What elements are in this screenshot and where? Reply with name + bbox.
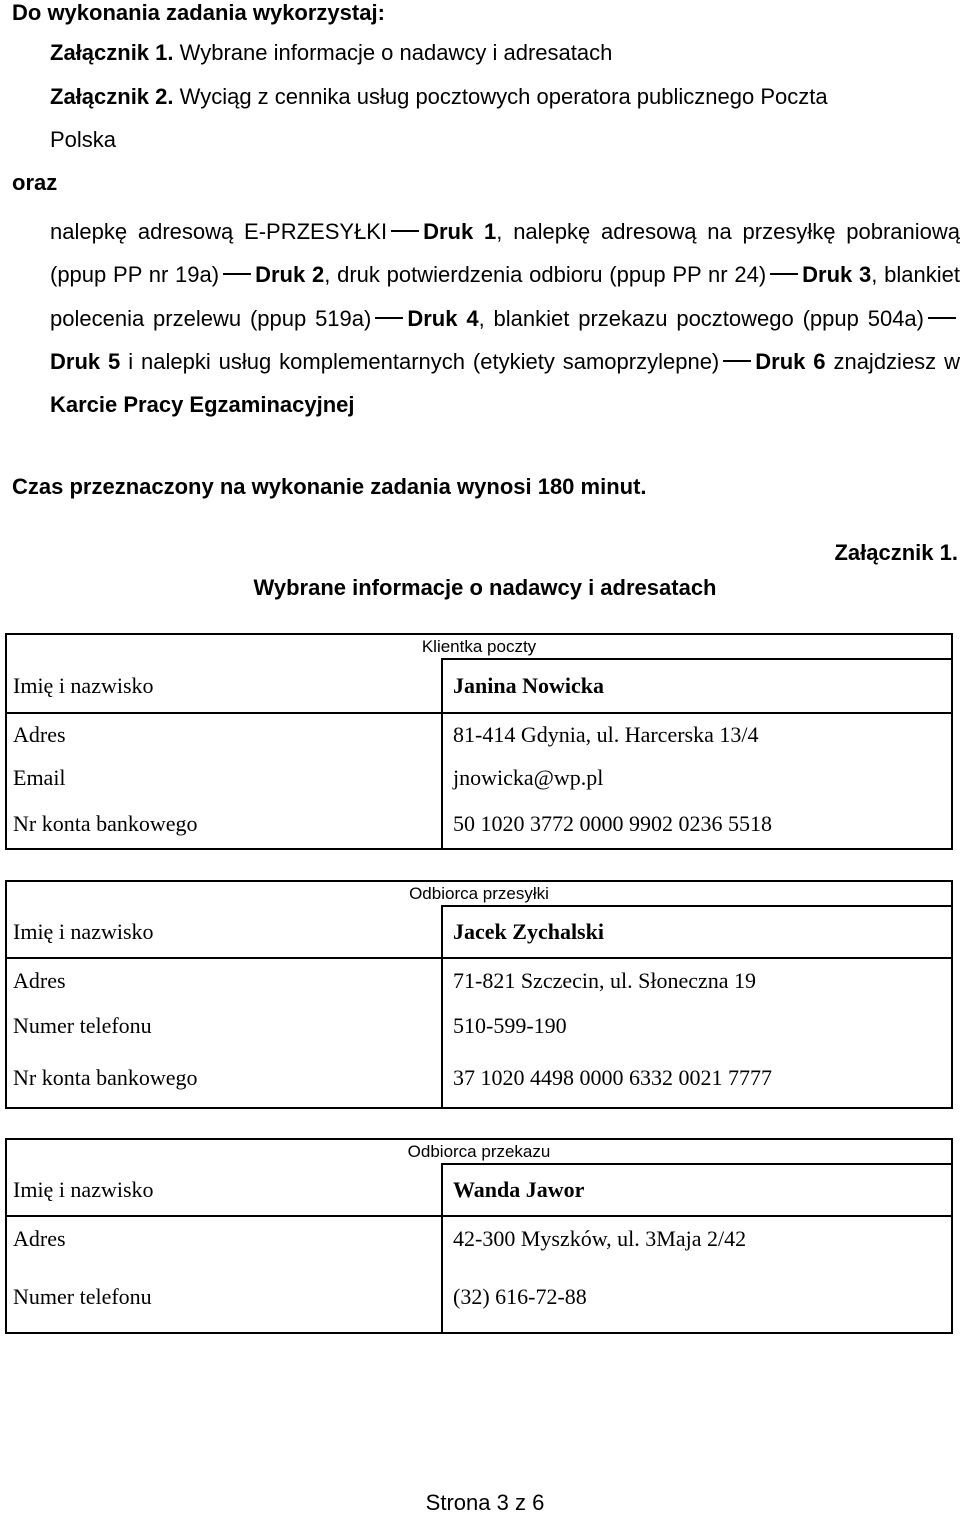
druk-4: Druk 4	[407, 305, 479, 331]
table-row	[6, 958, 952, 1003]
druk-2: Druk 2	[255, 262, 325, 288]
row-label: Numer telefonu	[6, 1261, 442, 1333]
attachment-1-title: Wybrane informacje o nadawcy i adresatach	[253, 575, 717, 600]
para-text-1: nalepkę adresową E-PRZESYŁKI	[50, 219, 388, 244]
row-label: Nr konta bankowego	[6, 1048, 442, 1108]
druk-5: Druk 5	[50, 348, 121, 374]
table-row	[6, 1216, 952, 1261]
attachment-1-marker: Załącznik 1.	[834, 540, 958, 565]
row-label: Adres	[6, 1216, 442, 1261]
dash-separator	[723, 360, 751, 362]
druk-6: Druk 6	[755, 348, 826, 374]
table-row	[6, 713, 952, 756]
row-label: Adres	[6, 958, 442, 1003]
table-row	[6, 906, 952, 958]
client-table	[5, 633, 953, 850]
table-row	[6, 1261, 952, 1333]
oraz-label: oraz	[12, 170, 58, 195]
para-text-3: , druk potwierdzenia odbioru (ppup PP nr 24)	[324, 262, 767, 288]
dash-separator	[928, 317, 956, 319]
druk-1: Druk 1	[423, 219, 497, 244]
row-label: Imię i nazwisko	[6, 659, 442, 713]
row-value: 81-414 Gdynia, ul. Harcerska 13/4	[442, 713, 952, 756]
row-label: Numer telefonu	[6, 1003, 442, 1048]
row-label: Email	[6, 756, 442, 799]
attachment-1-label: Załącznik 1.	[50, 40, 174, 65]
attachment-2-label: Załącznik 2.	[50, 84, 174, 109]
attachment-2-text: Wyciąg z cennika usług pocztowych operatora publicznego Poczta	[179, 84, 828, 109]
table-row	[6, 1003, 952, 1048]
row-value: (32) 616-72-88	[442, 1261, 952, 1333]
table-row	[6, 799, 952, 849]
page-number: Strona 3 z 6	[425, 1490, 545, 1515]
row-value: Jacek Zychalski	[442, 906, 952, 958]
attachment-1-line	[50, 40, 612, 66]
para-text-6: i nalepki usług komplementarnych (etykiety samoprzylepne)	[120, 348, 720, 374]
row-label: Adres	[6, 713, 442, 756]
attachment-1-text: Wybrane informacje o nadawcy i adresatach	[179, 40, 613, 65]
time-note: Czas przeznaczony na wykonanie zadania wynosi 180 minut.	[12, 474, 647, 499]
row-value: 42-300 Myszków, ul. 3Maja 2/42	[442, 1216, 952, 1261]
row-value: jnowicka@wp.pl	[442, 756, 952, 799]
table-row	[6, 1048, 952, 1108]
row-value: 510-599-190	[442, 1003, 952, 1048]
dash-separator	[375, 317, 403, 319]
para-text-7: znajdziesz w	[825, 348, 960, 374]
attachment-2-line	[50, 84, 828, 110]
row-label: Imię i nazwisko	[6, 1164, 442, 1216]
dash-separator	[223, 273, 251, 275]
row-label: Imię i nazwisko	[6, 906, 442, 958]
table-caption: Odbiorca przesyłki	[6, 881, 952, 906]
table-row	[6, 659, 952, 713]
row-value: 50 1020 3772 0000 9902 0236 5518	[442, 799, 952, 849]
row-value: Janina Nowicka	[442, 659, 952, 713]
druk-3: Druk 3	[802, 262, 872, 288]
transfer-recipient-table	[5, 1138, 953, 1334]
table-row	[6, 756, 952, 799]
row-value: Wanda Jawor	[442, 1164, 952, 1216]
row-label: Nr konta bankowego	[6, 799, 442, 849]
table-caption: Odbiorca przekazu	[6, 1139, 952, 1164]
table-row	[6, 1164, 952, 1216]
forms-paragraph	[50, 210, 960, 426]
instructions-heading: Do wykonania zadania wykorzystaj:	[12, 0, 385, 25]
karta-pracy: Karcie Pracy Egzaminacyjnej	[50, 392, 355, 418]
row-value: 71-821 Szczecin, ul. Słoneczna 19	[442, 958, 952, 1003]
attachment-2-continuation: Polska	[50, 127, 117, 152]
table-caption: Klientka poczty	[6, 634, 952, 659]
dash-separator	[770, 273, 798, 275]
para-text-2: , nalepkę adresową na przesyłkę pobraniową (ppup PP nr 19a)	[50, 219, 960, 288]
para-text-5: , blankiet przekazu pocztowego (ppup 504a)	[478, 305, 924, 331]
row-value: 37 1020 4498 0000 6332 0021 7777	[442, 1048, 952, 1108]
para-text-4: , blankiet polecenia przelewu (ppup 519a)	[50, 262, 960, 331]
dash-separator	[391, 230, 419, 232]
parcel-recipient-table	[5, 880, 953, 1109]
